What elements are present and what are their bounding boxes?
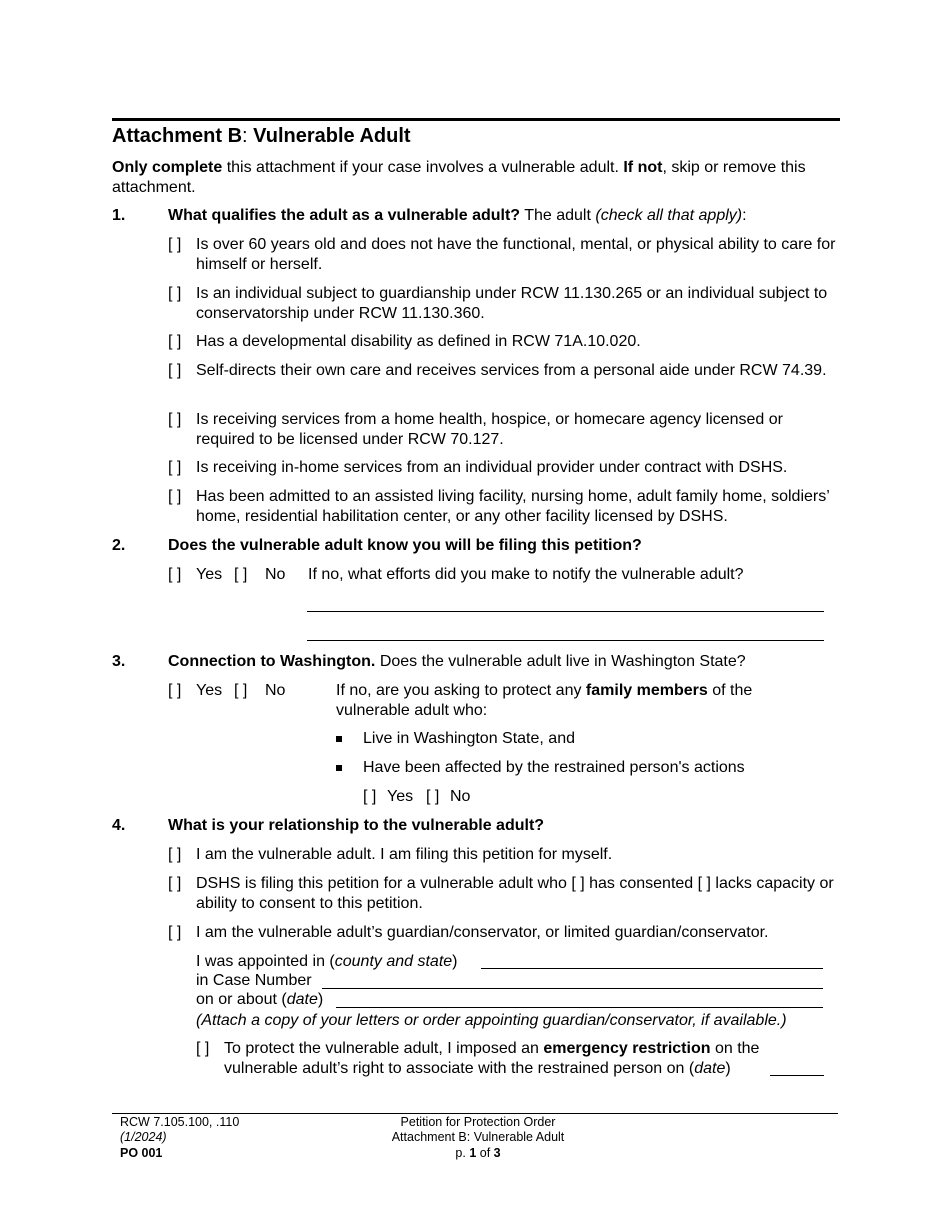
footer-form-number: PO 001: [120, 1146, 163, 1160]
footer-doc-subtitle: Attachment B: Vulnerable Adult: [391, 1130, 565, 1144]
q1-option-developmental: Has a developmental disability as defined in RCW 71A.10.020.: [196, 333, 641, 350]
q3-sub-yes-checkbox[interactable]: [ ]: [363, 788, 377, 805]
q1-checkbox-over-60[interactable]: [ ]: [168, 236, 182, 253]
q3-no-checkbox[interactable]: [ ]: [234, 682, 248, 699]
intro-text: Only complete this attachment if your case involves a vulnerable adult. If not, skip or remove this attachment.: [112, 159, 806, 196]
q2-yes-checkbox[interactable]: [ ]: [168, 566, 182, 583]
q4-dshs-checkbox[interactable]: [ ]: [168, 875, 182, 892]
q1-option-facility: Has been admitted to an assisted living facility, nursing home, adult family home, soldiers’ home, residential habilitation center, or any other facility licensed by DSHS.: [196, 488, 830, 525]
footer-page-number: p. 1 of 3: [455, 1146, 501, 1160]
q1-checkbox-facility[interactable]: [ ]: [168, 488, 182, 505]
q3-yes-label: Yes: [196, 682, 223, 699]
q3-sub-yes-label: Yes: [387, 788, 414, 805]
q3-bullet-live: Live in Washington State, and: [363, 730, 575, 747]
q4-self-checkbox[interactable]: [ ]: [168, 846, 182, 863]
q2-number: 2.: [112, 537, 126, 554]
q4-option-dshs: DSHS is filing this petition for a vulnerable adult who [ ] has consented [ ] lacks capacity or ability to consent to this petition.: [196, 875, 834, 912]
attach-note: (Attach a copy of your letters or order appointing guardian/conservator, if available.): [196, 1012, 787, 1029]
q4-consented-checkbox[interactable]: [ ]: [571, 875, 585, 892]
q3-no-label: No: [265, 682, 286, 699]
case-number-field[interactable]: [322, 988, 823, 989]
q1-option-home-health: Is receiving services from a home health, hospice, or homecare agency licensed or required to be licensed under RCW 70.127.: [196, 411, 783, 448]
q4-guardian-checkbox[interactable]: [ ]: [168, 924, 182, 941]
case-number-label: in Case Number: [196, 972, 312, 989]
emergency-checkbox[interactable]: [ ]: [196, 1040, 210, 1057]
q3-sub-no-label: No: [450, 788, 471, 805]
appointed-date-field[interactable]: [336, 1007, 823, 1008]
bullet-icon: [336, 758, 342, 778]
q2-efforts-line-2[interactable]: [307, 640, 824, 641]
footer-rule: [112, 1113, 838, 1114]
q2-question: Does the vulnerable adult know you will be filing this petition?: [168, 537, 642, 554]
q2-yes-label: Yes: [196, 566, 223, 583]
county-state-field[interactable]: [481, 968, 823, 969]
footer-rcw: RCW 7.105.100, .110: [120, 1115, 240, 1129]
q3-sub-no-checkbox[interactable]: [ ]: [426, 788, 440, 805]
q1-option-guardianship: Is an individual subject to guardianship under RCW 11.130.265 or an individual subject to conservatorship under RCW 11.130.360.: [196, 285, 828, 322]
q1-option-self-directs: Self-directs their own care and receives services from a personal aide under RCW 74.39.: [196, 362, 827, 379]
q2-followup: If no, what efforts did you make to notify the vulnerable adult?: [308, 566, 744, 583]
emergency-restriction-text: To protect the vulnerable adult, I imposed an emergency restriction on the vulnerable adult’s right to associate with the restrained person on (date): [224, 1040, 760, 1077]
q2-efforts-line-1[interactable]: [307, 611, 824, 612]
q3-bullet-affected: Have been affected by the restrained person's actions: [363, 759, 745, 776]
q4-option-guardian: I am the vulnerable adult’s guardian/conservator, or limited guardian/conservator.: [196, 924, 769, 941]
emergency-date-field[interactable]: [770, 1075, 824, 1076]
top-rule: [112, 118, 840, 121]
q3-question: Connection to Washington. Does the vulnerable adult live in Washington State?: [168, 653, 746, 670]
page-title: Attachment B: Vulnerable Adult: [112, 125, 411, 147]
q4-option-self: I am the vulnerable adult. I am filing this petition for myself.: [196, 846, 613, 863]
q1-option-in-home: Is receiving in-home services from an individual provider under contract with DSHS.: [196, 459, 788, 476]
footer-date: (1/2024): [120, 1130, 167, 1144]
q2-no-label: No: [265, 566, 286, 583]
q3-number: 3.: [112, 653, 126, 670]
q4-question: What is your relationship to the vulnerable adult?: [168, 817, 545, 834]
q3-followup: If no, are you asking to protect any family members of the vulnerable adult who:: [336, 682, 753, 719]
q3-yes-checkbox[interactable]: [ ]: [168, 682, 182, 699]
q1-number: 1.: [112, 207, 126, 224]
on-about-label: on or about (date): [196, 991, 324, 1008]
q1-checkbox-self-directs[interactable]: [ ]: [168, 362, 182, 379]
q1-checkbox-home-health[interactable]: [ ]: [168, 411, 182, 428]
q4-number: 4.: [112, 817, 126, 834]
q1-checkbox-in-home[interactable]: [ ]: [168, 459, 182, 476]
q1-checkbox-guardianship[interactable]: [ ]: [168, 285, 182, 302]
q1-option-over-60: Is over 60 years old and does not have the functional, mental, or physical ability to care for himself or herself.: [196, 236, 836, 273]
q2-no-checkbox[interactable]: [ ]: [234, 566, 248, 583]
q4-lacks-capacity-checkbox[interactable]: [ ]: [697, 875, 711, 892]
footer-doc-title: Petition for Protection Order: [400, 1115, 556, 1129]
q1-checkbox-developmental[interactable]: [ ]: [168, 333, 182, 350]
appointed-label: I was appointed in (county and state): [196, 953, 458, 970]
bullet-icon: [336, 729, 342, 749]
q1-question: What qualifies the adult as a vulnerable adult? The adult (check all that apply):: [168, 207, 747, 224]
